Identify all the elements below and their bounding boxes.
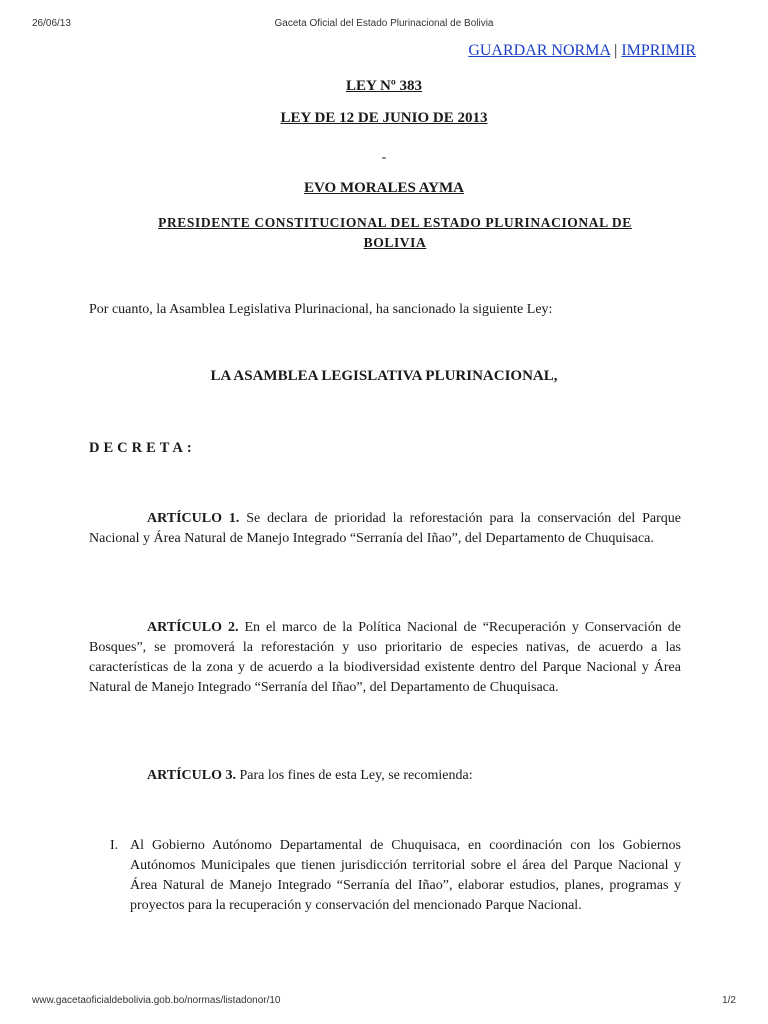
assembly-heading: LA ASAMBLEA LEGISLATIVA PLURINACIONAL, [210, 368, 558, 384]
separator-dash: - [381, 150, 387, 165]
article-1 [89, 509, 681, 549]
action-links [468, 42, 696, 60]
law-date: LEY DE 12 DE JUNIO DE 2013 [280, 110, 488, 126]
list-item-text: Al Gobierno Autónomo Departamental de Chuquisaca, en coordinación con los Gobiernos Autónomos Municipales que tienen jurisdicción territorial sobre el área del Parque Nacional y Área Natural de Manejo Integrado “Serranía del Iñao”, elaborar estudios, planes, programas y proyectos para la recuperación y conservación del mencionado Parque Nacional. [130, 838, 681, 913]
page-number: 1/2 [722, 995, 736, 1006]
save-norm-link[interactable]: GUARDAR NORMA [468, 42, 611, 59]
link-separator: | [614, 42, 618, 59]
article-3 [89, 766, 681, 786]
law-number: LEY Nº 383 [345, 78, 423, 94]
article-label: ARTÍCULO 3. [147, 768, 236, 783]
article-text: Se declara de prioridad la reforestación para la conservación del Parque Nacional y Área Natural de Manejo Integrado “Serranía del Iñao”, del Departamento de Chuquisaca. [89, 511, 682, 546]
decreta-heading: DECRETA: [89, 440, 196, 456]
print-header-title: Gaceta Oficial del Estado Plurinacional de Bolivia [274, 18, 494, 29]
president-title: PRESIDENTE CONSTITUCIONAL DEL ESTADO PLURINACIONAL DE BOLIVIA [158, 215, 632, 250]
president-name: EVO MORALES AYMA [304, 180, 464, 196]
print-footer-url: www.gacetaoficialdebolivia.gob.bo/normas/listadonor/10 [32, 995, 281, 1006]
article-text: Para los fines de esta Ley, se recomienda: [239, 768, 473, 783]
print-date: 26/06/13 [32, 18, 71, 29]
article-label: ARTÍCULO 1. [147, 511, 240, 526]
list-item-number: I. [110, 838, 119, 853]
preamble: Por cuanto, la Asamblea Legislativa Plurinacional, ha sancionado la siguiente Ley: [89, 302, 553, 317]
print-link[interactable]: IMPRIMIR [621, 42, 696, 59]
article-text: En el marco de la Política Nacional de “Recuperación y Conservación de Bosques”, se promoverá la reforestación y uso prioritario de especies nativas, de acuerdo a las características de la zona y de acuerdo a la biodiversidad existente dentro del Parque Nacional y Área Natural de Manejo Integrado “Serranía del Iñao”, del Departamento de Chuquisaca. [89, 620, 682, 695]
article-2 [89, 618, 681, 698]
article-label: ARTÍCULO 2. [147, 620, 239, 635]
